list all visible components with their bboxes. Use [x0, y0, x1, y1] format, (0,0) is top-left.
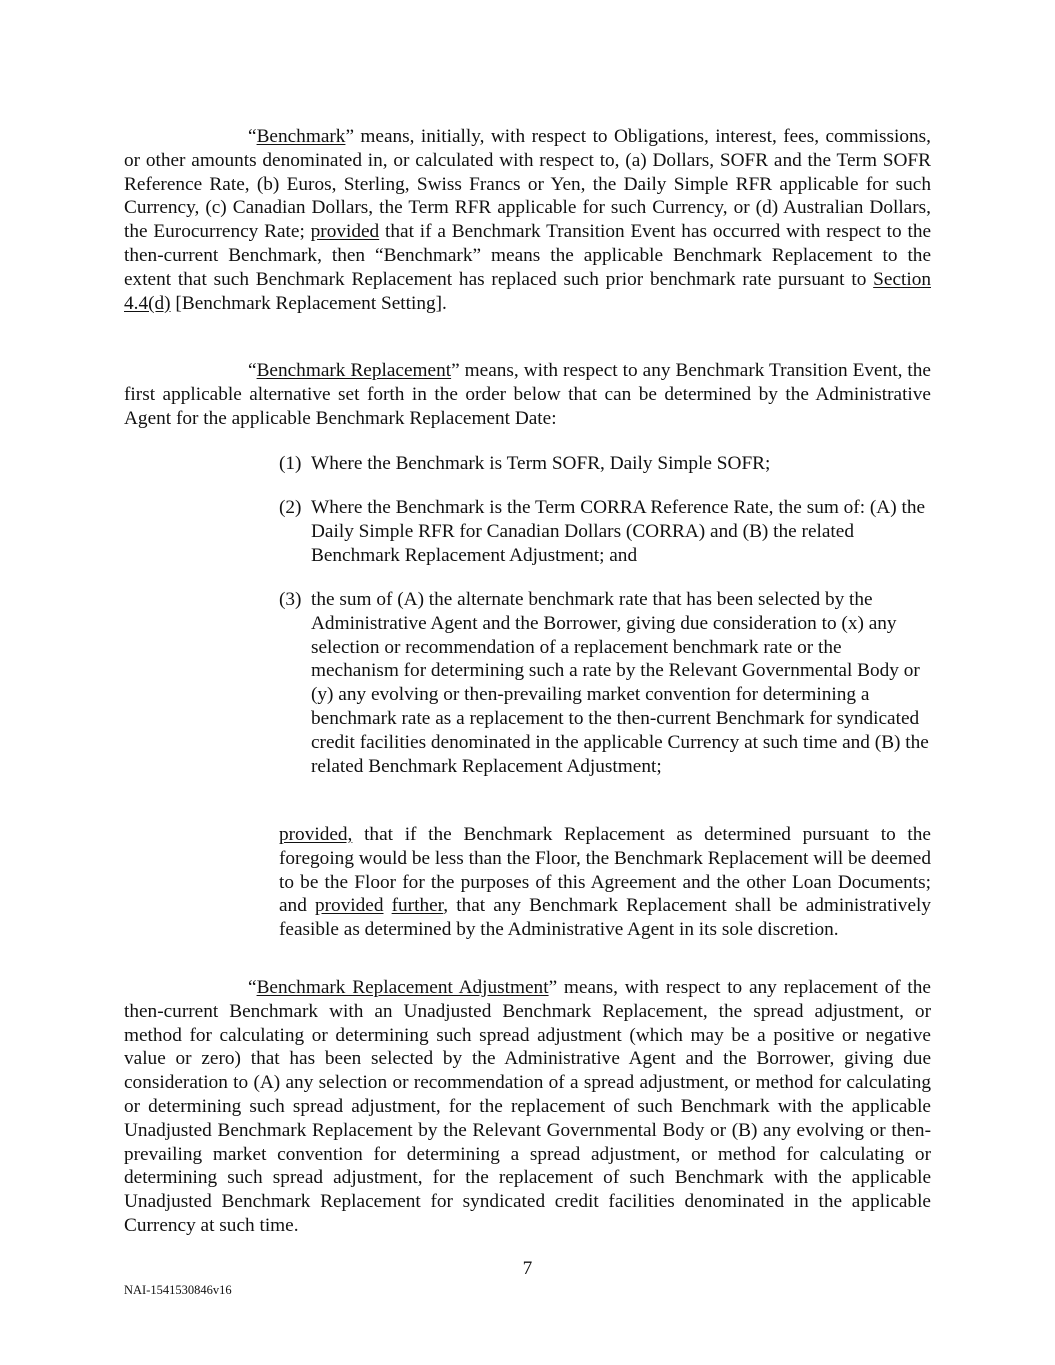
definition-benchmark-replacement: “Benchmark Replacement” means, with respect to any Benchmark Transition Event, the first applicable alternative set forth in the order below that can be determined by the Administrative Agent for the applicable Benchmark Replacement Date: [124, 360, 931, 429]
defined-term-benchmark-replacement-adjustment: Benchmark Replacement Adjustment [256, 977, 549, 998]
defined-term-benchmark: Benchmark [256, 126, 346, 147]
list-item: (1) Where the Benchmark is Term SOFR, Daily Simple SOFR; [279, 453, 771, 474]
list-item: (3) the sum of (A) the alternate benchmark rate that has been selected by the Administrative Agent and the Borrower, giving due consideration to (x) any selection or recommendation of a replacement benchmark rate or the mechanism for determining such a rate by the Relevant Governmental Body or (y) any evolving or then-prevailing market convention for determining a benchmark rate as a replacement to the then-current Benchmark for syndicated credit facilities denominated in the applicable Currency at such time and (B) the related Benchmark Replacement Adjustment; [279, 589, 929, 777]
defined-term-benchmark-replacement: Benchmark Replacement [256, 360, 452, 381]
provided-term: provided, [279, 824, 353, 845]
page-number: 7 [522, 1258, 533, 1279]
definition-benchmark-replacement-adjustment: “Benchmark Replacement Adjustment” means, with respect to any replacement of the then-current Benchmark with an Unadjusted Benchmark Replacement, the spread adjustment, or method for calculating or determining such spread adjustment (which may be a positive or negative value or zero) that has been selected by the Administrative Agent and the Borrower, giving due consideration to (A) any selection or recommendation of a spread adjustment, or method for calculating or determining such spread adjustment, for the replacement of such Benchmark with the applicable Unadjusted Benchmark Replacement by the Relevant Governmental Body or (B) any evolving or then-prevailing market convention for determining a spread adjustment, or method for calculating or determining such spread adjustment, for the replacement of such Benchmark with the applicable Unadjusted Benchmark Replacement for syndicated credit facilities denominated in the applicable Currency at such time. [124, 977, 931, 1236]
section-reference: Section 4.4(d) [124, 268, 931, 314]
document-id: NAI-1541530846v16 [124, 1283, 232, 1297]
proviso-paragraph: provided, that if the Benchmark Replacement as determined pursuant to the foregoing would be less than the Floor, the Benchmark Replacement will be deemed to be the Floor for the purposes of this Agreement and the other Loan Documents; and provided further, that any Benchmark Replacement shall be administratively feasible as determined by the Administrative Agent in its sole discretion. [279, 824, 931, 941]
provided-term: provided [314, 895, 384, 917]
definition-benchmark-text: “Benchmark” means, initially, with respect to Obligations, interest, fees, commissions, or other amounts denominated in, or calculated with respect to, (a) Dollars, SOFR and the Term SOFR Reference Rate, (b) Euros, Sterling, Swiss Francs or Yen, the Daily Simple RFR applicable for such Currency, (c) Canadian Dollars, the Term RFR applicable for such Currency, or (d) Australian Dollars, the Eurocurrency Rate; provided that if a Benchmark Transition Event has occurred with respect to the then-current Benchmark, then “Benchmark” means the applicable Benchmark Replacement to the extent that such Benchmark Replacement has replaced such prior benchmark rate pursuant to Section 4.4(d) [Benchmark Replacement Setting]. [124, 126, 932, 314]
further-term: further [391, 895, 444, 917]
list-item: (2) Where the Benchmark is the Term CORRA Reference Rate, the sum of: (A) the Daily Simple RFR for Canadian Dollars (CORRA) and (B) the related Benchmark Replacement Adjustment; and [279, 497, 926, 566]
definition-benchmark [124, 125, 931, 315]
provided-term: provided [310, 221, 380, 243]
